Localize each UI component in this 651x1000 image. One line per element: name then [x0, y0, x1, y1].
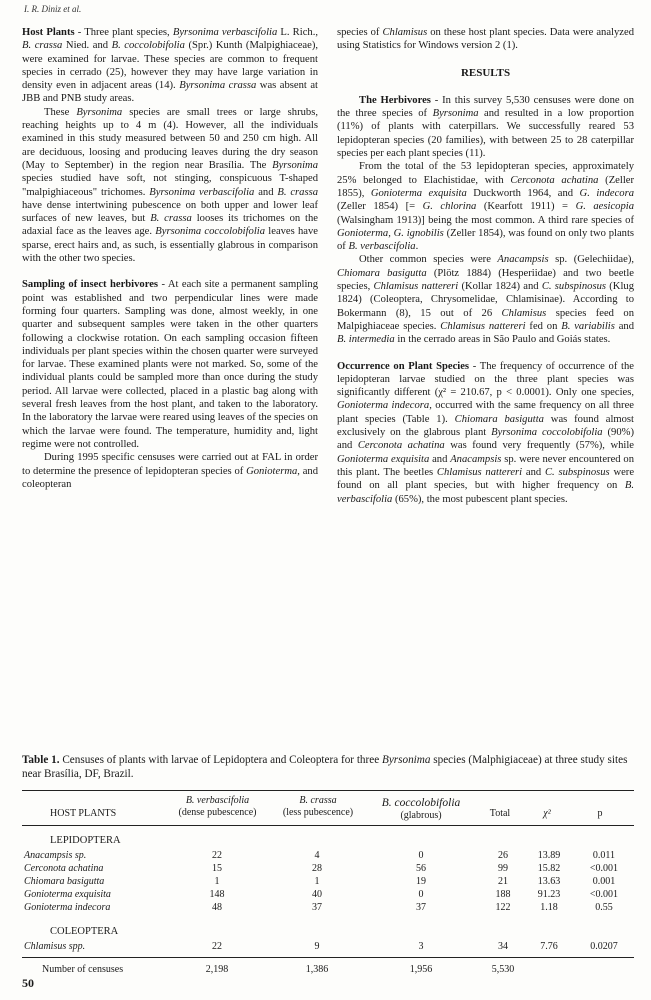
cell-coccolobifolia: 0 [418, 850, 424, 861]
cell-total: 34 [498, 941, 508, 952]
row-label: Cerconota achatina [24, 863, 104, 874]
cell-total: 188 [495, 889, 511, 900]
cell-total: 26 [498, 850, 508, 861]
page-number: 50 [22, 976, 34, 990]
cell-verbascifolia: 48 [212, 902, 222, 913]
table-rule-top [22, 790, 634, 791]
continued-paragraph: species of Chlamisus on these host plant species. Data were analyzed using Statistics for Windows version 2 (1). [337, 27, 634, 52]
group-lepidoptera: LEPIDOPTERA [50, 835, 121, 846]
row-label: Number of censuses [42, 964, 124, 975]
group-coleoptera: COLEOPTERA [50, 926, 119, 937]
header-crassa: B. crassa (less pubescence) [282, 795, 354, 818]
table-caption: Table 1. Censuses of plants with larvae of Lepidoptera and Coleoptera for three Byrsonima species (Malphigiaceae) at three study sites near Brasília, DF, Brazil. [22, 754, 628, 780]
right-column [337, 26, 634, 506]
row-label: Chiomara basigutta [24, 876, 105, 887]
cell-total: 5,530 [491, 964, 515, 975]
cell-verbascifolia: 148 [209, 889, 225, 900]
header-host-plants: HOST PLANTS [50, 808, 117, 819]
sampling-paragraph: Sampling of insect herbivores - At each site a permanent sampling point was established and two perpendicular lines were made forming four quarters. Sampling was done, almost weekly, in one quarter and subsequent samples were taken in the other quarters following a clockwise rotation. On each sampling occasion fifteen individuals per plant species within the chosen quarter were surveyed for larvae. These examined plants were not marked. So, some of the individual plants could be sampled more than once during the study period. All larvae were collected, placed in a plastic bag along with several fresh leaves from the host plant, and taken to the laboratory. In the laboratory the larvae were reared using leaves of the species on which the larvae were found. The temperature, humidity and, light regime were not controlled. [22, 279, 318, 450]
cell-total: 122 [495, 902, 511, 913]
cell-verbascifolia: 22 [212, 850, 222, 861]
cell-crassa: 28 [312, 863, 322, 874]
cell-p: 0.001 [592, 876, 616, 887]
cell-p: 0.0207 [590, 941, 618, 952]
cell-coccolobifolia: 19 [416, 876, 426, 887]
occurrence-paragraph: Occurrence on Plant Species - The frequency of occurrence of the lepidopteran larvae studied on the three plant species was significantly different (χ² = 210.67, p < 0.0001). Only one species, Gonioterma indecora, occurred with the same frequency on all three plant species (Table 1). Chiomara basigutta was found almost exclusively on the glabrous plant Byrsonima coccolobifolia (90%) and Cerconota achatina was found very frequently (57%), while Gonioterma exquisita and Anacampsis sp. were never encountered on this plant. The beetles Chlamisus nattereri and C. subspinosus were found on all plant species, but with higher frequency on B. verbascifolia (65%), the most pubescent plant species. [337, 360, 635, 505]
table-rule-header [22, 825, 634, 826]
header-chi-square: χ² [543, 808, 551, 819]
header-verbascifolia: B. verbascifolia (dense pubescence) [178, 795, 257, 818]
cell-coccolobifolia: 1,956 [409, 964, 433, 975]
row-label: Chlamisus spp. [24, 941, 86, 952]
row-label: Gonioterma indecora [24, 902, 111, 913]
cell-coccolobifolia: 3 [418, 941, 424, 952]
table-label: Table 1. [22, 754, 60, 766]
herbivores-paragraph-2: From the total of the 53 lepidopteran species, approximately 25% belonged to Elachistidae, with Cerconota achatina (Zeller 1855), Gonioterma exquisita Duckworth 1964, and G. indecora (Zeller 1854) [= G. chlorina (Kearfott 1911) = G. aesicopia (Walsingham 1913)] being the most common. A third rare species of Gonioterma, G. ignobilis (Zeller 1854), was found on only two plants of B. verbascifolia. [337, 161, 635, 253]
row-label: Anacampsis sp. [24, 850, 87, 861]
cell-chi-square: 7.76 [540, 941, 558, 952]
cell-verbascifolia: 1 [214, 876, 220, 887]
cell-p: <0.001 [589, 863, 619, 874]
cell-verbascifolia: 2,198 [205, 964, 229, 975]
cell-crassa: 4 [314, 850, 320, 861]
cell-crassa: 1,386 [305, 964, 329, 975]
cell-coccolobifolia: 0 [418, 889, 424, 900]
cell-chi-square: 15.82 [537, 863, 561, 874]
cell-chi-square: 13.63 [537, 876, 561, 887]
cell-p: 0.011 [592, 850, 616, 861]
header-total: Total [489, 808, 511, 819]
host-plants-paragraph-2: These Byrsonima species are small trees or large shrubs, reaching heights up to 4 m (4). However, all the individuals examined in this study measured between 50 and 250 cm high. All are deciduous, loosing and producing leaves during the dry season (May to September) in the region near Brasília. The Byrsonima species studied have soft, not stinging, conspicuous T-shaped "malpighiaceous" trichomes. Byrsonima verbascifolia and B. crassa have dense intertwining pubescence on both upper and lower leaf surfaces of new leaves, but B. crassa looses its trichomes on the adaxial face as the leaves age. Byrsonima coccolobifolia leaves have sparse, erect hairs and, as such, is essentially glabrous in comparison with the other two species. [22, 106, 319, 265]
table-rule-bottom [22, 957, 634, 958]
cell-crassa: 40 [312, 889, 322, 900]
cell-verbascifolia: 15 [212, 863, 222, 874]
cell-chi-square: 91.23 [537, 889, 561, 900]
cell-total: 21 [498, 876, 508, 887]
host-plants-paragraph: Host Plants - Three plant species, Byrsonima verbascifolia L. Rich., B. crassa Nied. and B. coccolobifolia (Spr.) Kunth (Malpighiaceae), were examined for larvae. These species are common to frequent species in cerrado (25), however they may have large variation in density even in adjacent areas (14). Byrsonima crassa was absent at JBB and PNB study areas. [22, 27, 318, 105]
herbivores-heading: The Herbivores [359, 94, 431, 106]
sampling-paragraph-2: During 1995 specific censuses were carried out at FAL in order to determine the presence of lepidopteran species of Gonioterma, and coleopteran [22, 452, 318, 490]
cell-crassa: 37 [312, 902, 322, 913]
cell-p: <0.001 [589, 889, 619, 900]
header-p: p [597, 808, 603, 819]
host-plants-heading: Host Plants [22, 27, 75, 38]
herbivores-paragraph: The Herbivores - In this survey 5,530 censuses were done on the three species of Byrsonima and resulted in a low proportion (11%) of plants with caterpillars. We successfully reared 53 lepidopteran species (20 families), with between 25 to 28 caterpillar species per each plant species (11). [337, 94, 635, 160]
cell-total: 99 [498, 863, 508, 874]
row-label: Gonioterma exquisita [24, 889, 111, 900]
sampling-heading: Sampling of insect herbivores [22, 279, 159, 291]
header-coccolobifolia: B. coccolobifolia (glabrous) [381, 797, 461, 821]
cell-chi-square: 1.18 [540, 902, 558, 913]
cell-chi-square: 13.89 [537, 850, 561, 861]
results-heading: RESULTS [460, 66, 511, 79]
left-column [22, 26, 318, 491]
herbivores-paragraph-3: Other common species were Anacampsis sp. (Gelechiidae), Chiomara basigutta (Plötz 1884) (Hesperiidae) and two beetle species, Chlamisus nattereri (Kollar 1824) and C. subspinosus (Klug 1824) (Coleoptera, Chrysomelidae, Chlamisinae). According to Bokermann (8), 15 out of 26 Chlamisus species feed on Malpighiaceae species. Chlamisus nattereri fed on B. variabilis and B. intermedia in the cerrado areas in São Paulo and Goiás states. [337, 254, 635, 346]
cell-coccolobifolia: 56 [416, 863, 426, 874]
cell-p: 0.55 [595, 902, 613, 913]
cell-crassa: 9 [314, 941, 320, 952]
running-head: I. R. Diniz et al. [24, 4, 82, 14]
cell-coccolobifolia: 37 [416, 902, 426, 913]
cell-verbascifolia: 22 [212, 941, 222, 952]
cell-crassa: 1 [314, 876, 320, 887]
occurrence-heading: Occurrence on Plant Species [337, 360, 470, 372]
